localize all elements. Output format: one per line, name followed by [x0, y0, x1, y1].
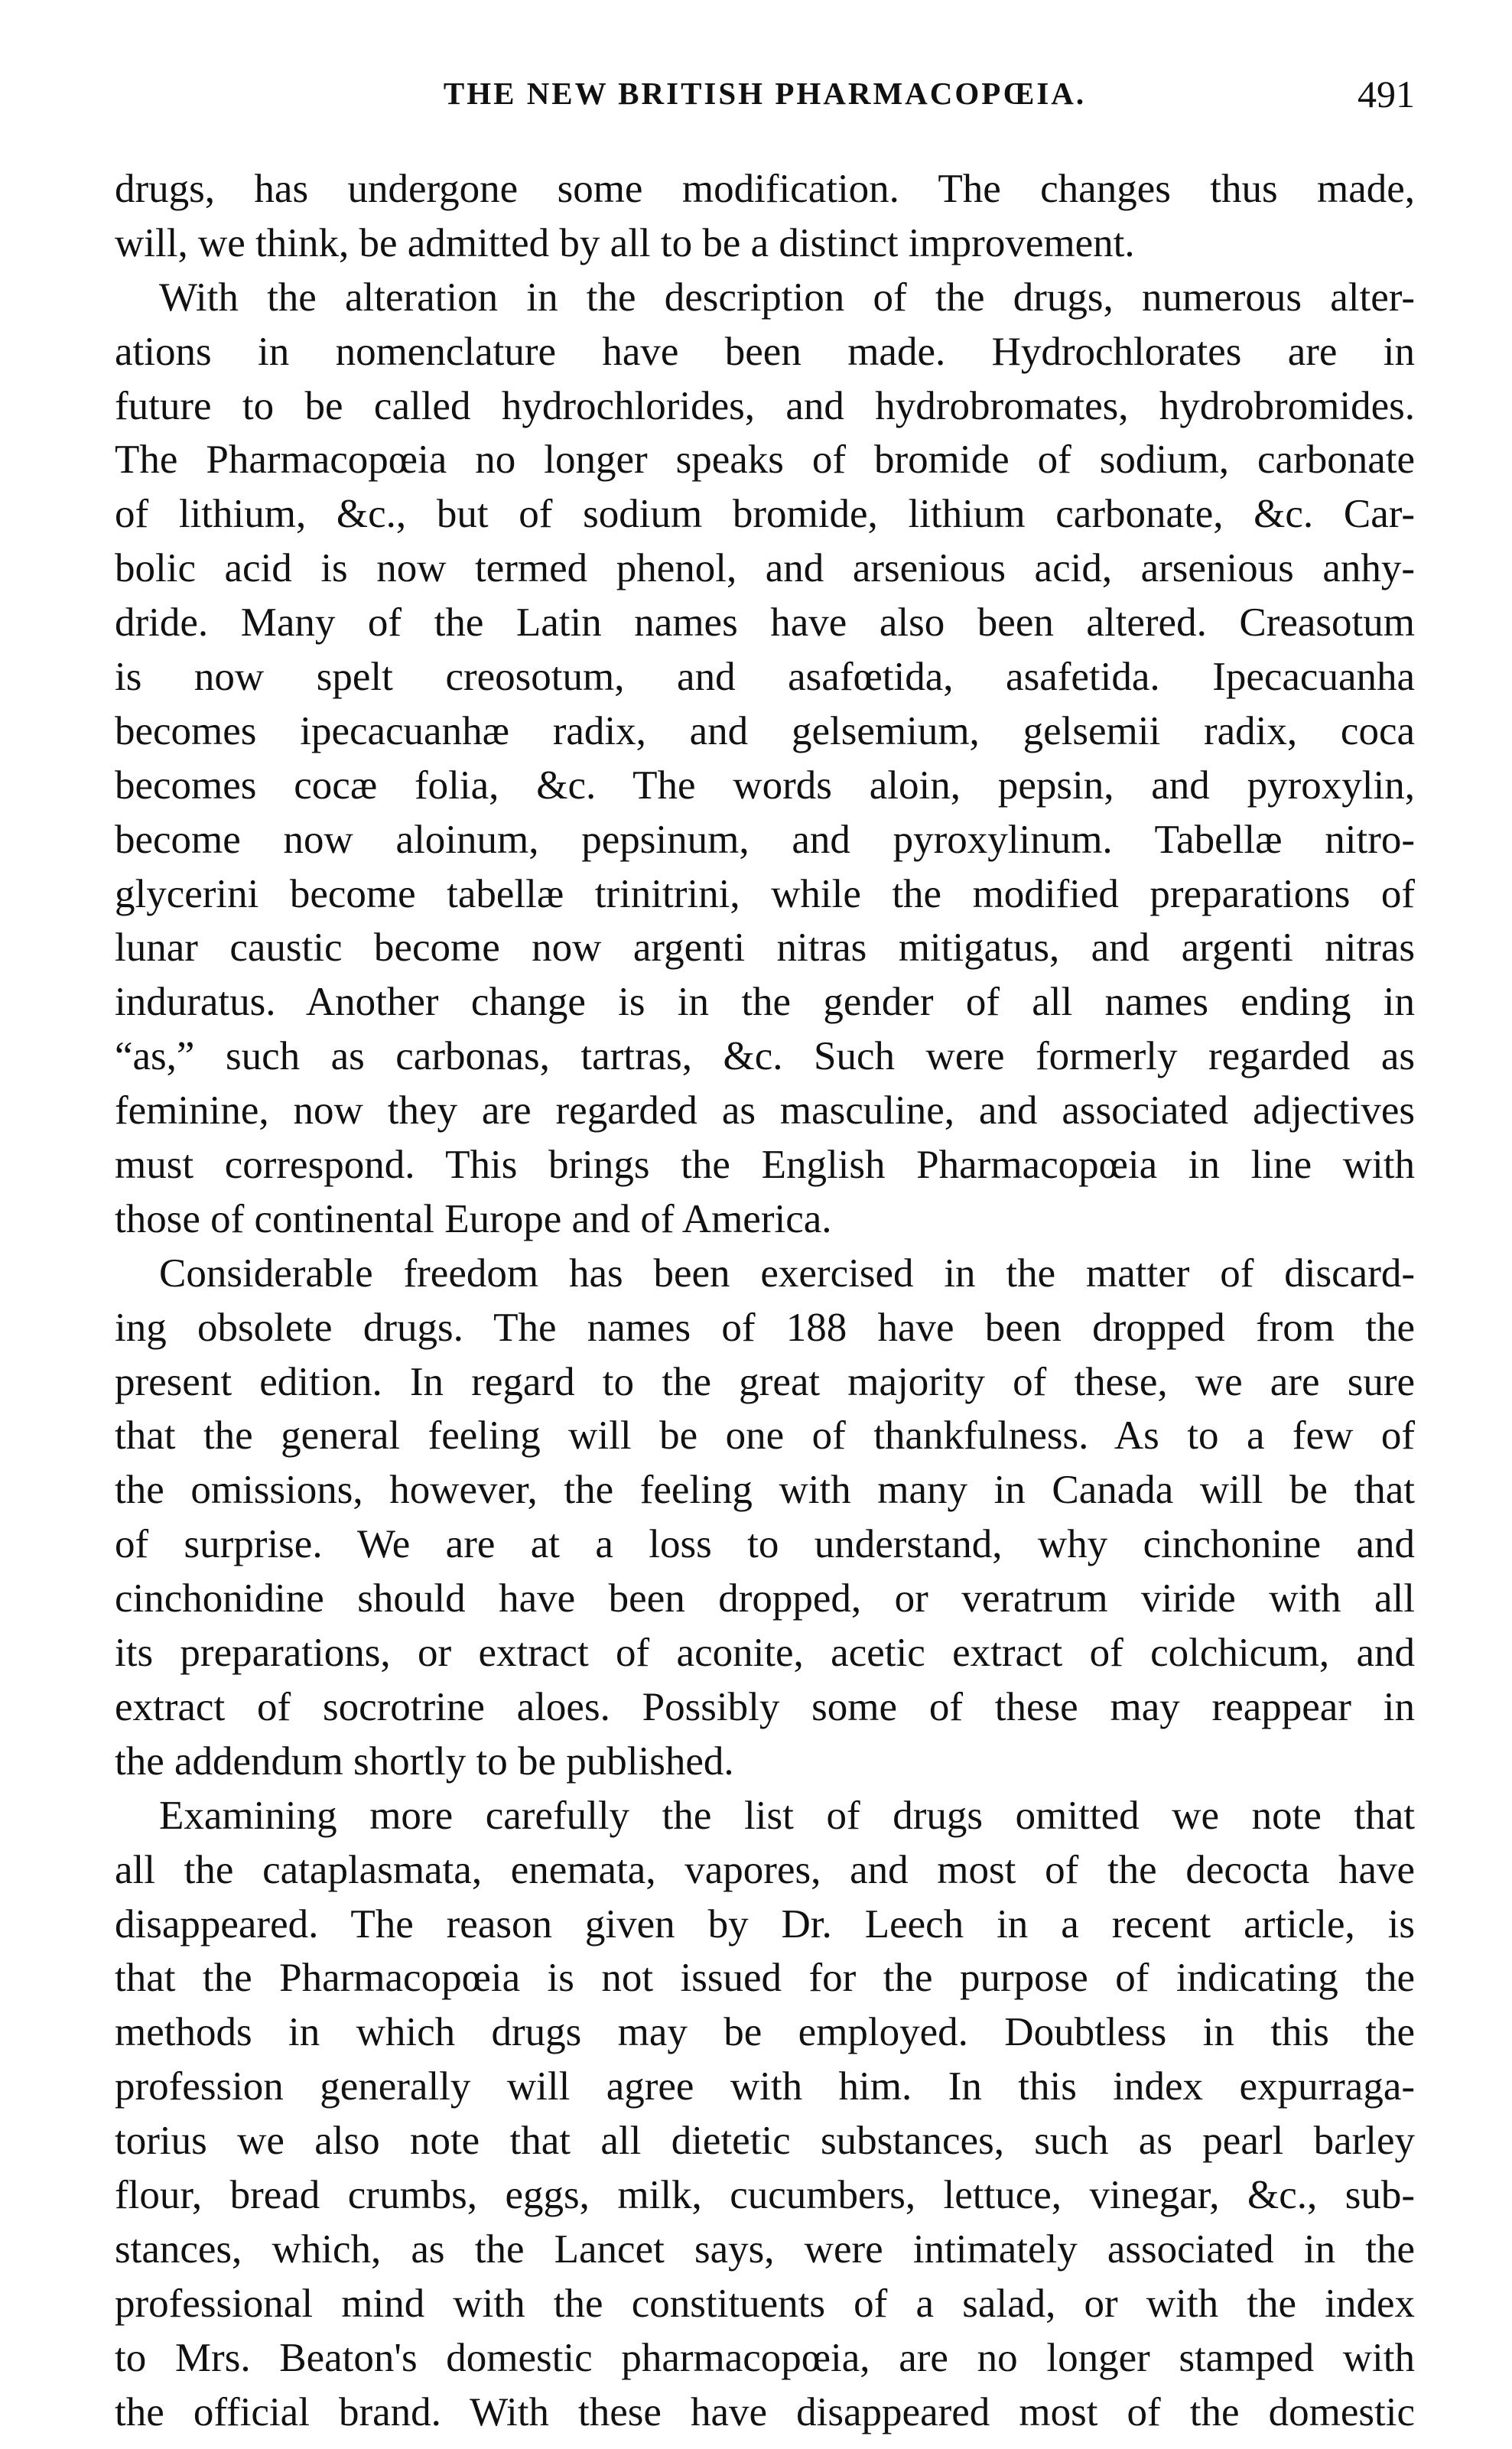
- text-line: flour, bread crumbs, eggs, milk, cucumbers, lettuce, vinegar, &c., sub-: [115, 2172, 1415, 2217]
- text-line: is now spelt creosotum, and asafœtida, asafetida. Ipecacuanha: [115, 655, 1415, 700]
- text-line: ations in nomenclature have been made. Hydrochlorates are in: [115, 329, 1415, 374]
- text-line: professional mind with the constituents of a salad, or with the index: [115, 2281, 1415, 2326]
- text-line: that the Pharmacopœia is not issued for the purpose of indicating the: [115, 1956, 1415, 2001]
- text-line: the addendum shortly to be published.: [115, 1738, 734, 1784]
- text-line: dride. Many of the Latin names have also been altered. Creasotum: [115, 600, 1415, 646]
- text-line: to Mrs. Beaton's domestic pharmacopœia, are no longer stamped with: [115, 2335, 1415, 2380]
- text-line: feminine, now they are regarded as masculine, and associated adjectives: [115, 1088, 1415, 1133]
- text-line: lunar caustic become now argenti nitras mitigatus, and argenti nitras: [115, 925, 1415, 971]
- text-line: glycerini become tabellæ trinitrini, while the modified preparations of: [115, 871, 1415, 916]
- text-line: With the alteration in the description of the drugs, numerous alter-: [159, 275, 1415, 320]
- text-line: of lithium, &c., but of sodium bromide, lithium carbonate, &c. Car-: [115, 492, 1415, 537]
- text-line: its preparations, or extract of aconite, acetic extract of colchicum, and: [115, 1631, 1415, 1676]
- text-line: Examining more carefully the list of drugs omitted we note that: [159, 1793, 1415, 1838]
- page-number: 491: [1358, 73, 1415, 115]
- text-line: of surprise. We are at a loss to understand, why cinchonine and: [115, 1522, 1415, 1567]
- text-line: ing obsolete drugs. The names of 188 have been dropped from the: [115, 1305, 1415, 1350]
- text-line: stances, which, as the Lancet says, were intimately associated in the: [115, 2226, 1415, 2272]
- text-line: cinchonidine should have been dropped, or veratrum viride with all: [115, 1576, 1415, 1621]
- text-line: torius we also note that all dietetic substances, such as pearl barley: [115, 2119, 1415, 2164]
- text-line: bolic acid is now termed phenol, and arsenious acid, arsenious anhy-: [115, 546, 1415, 591]
- text-line: present edition. In regard to the great majority of these, we are sure: [115, 1359, 1415, 1404]
- text-line: The Pharmacopœia no longer speaks of bromide of sodium, carbonate: [115, 437, 1415, 483]
- text-line: the official brand. With these have disappeared most of the domestic: [115, 2389, 1415, 2434]
- text-line: profession generally will agree with him. In this index expurraga-: [115, 2064, 1415, 2109]
- text-line: that the general feeling will be one of thankfulness. As to a few of: [115, 1413, 1415, 1459]
- text-line: extract of socrotrine aloes. Possibly some of these may reappear in: [115, 1684, 1415, 1729]
- text-line: “as,” such as carbonas, tartras, &c. Such were formerly regarded as: [115, 1034, 1415, 1079]
- text-line: methods in which drugs may be employed. Doubtless in this the: [115, 2010, 1415, 2055]
- text-line: the omissions, however, the feeling with many in Canada will be that: [115, 1468, 1415, 1513]
- body-text: [115, 162, 1415, 2439]
- text-line: Considerable freedom has been exercised in the matter of discard-: [159, 1251, 1415, 1296]
- text-line: all the cataplasmata, enemata, vapores, and most of the decocta have: [115, 1847, 1415, 1892]
- text-line: drugs, has undergone some modification. The changes thus made,: [115, 167, 1415, 211]
- running-head: [115, 75, 1415, 128]
- text-line: will, we think, be admitted by all to be a distinct improvement.: [115, 220, 1135, 265]
- text-line: those of continental Europe and of America.: [115, 1196, 832, 1241]
- text-line: becomes cocæ folia, &c. The words aloin, pepsin, and pyroxylin,: [115, 763, 1415, 808]
- running-title: THE NEW BRITISH PHARMACOPŒIA.: [443, 76, 1087, 111]
- text-line: become now aloinum, pepsinum, and pyroxylinum. Tabellæ nitro-: [115, 817, 1415, 862]
- text-line: induratus. Another change is in the gender of all names ending in: [115, 980, 1415, 1025]
- text-line: must correspond. This brings the English Pharmacopœia in line with: [115, 1143, 1415, 1188]
- text-line: disappeared. The reason given by Dr. Leech in a recent article, is: [115, 1901, 1415, 1947]
- text-line: future to be called hydrochlorides, and hydrobromates, hydrobromides.: [115, 383, 1415, 428]
- text-line: becomes ipecacuanhæ radix, and gelsemium, gelsemii radix, coca: [115, 708, 1415, 753]
